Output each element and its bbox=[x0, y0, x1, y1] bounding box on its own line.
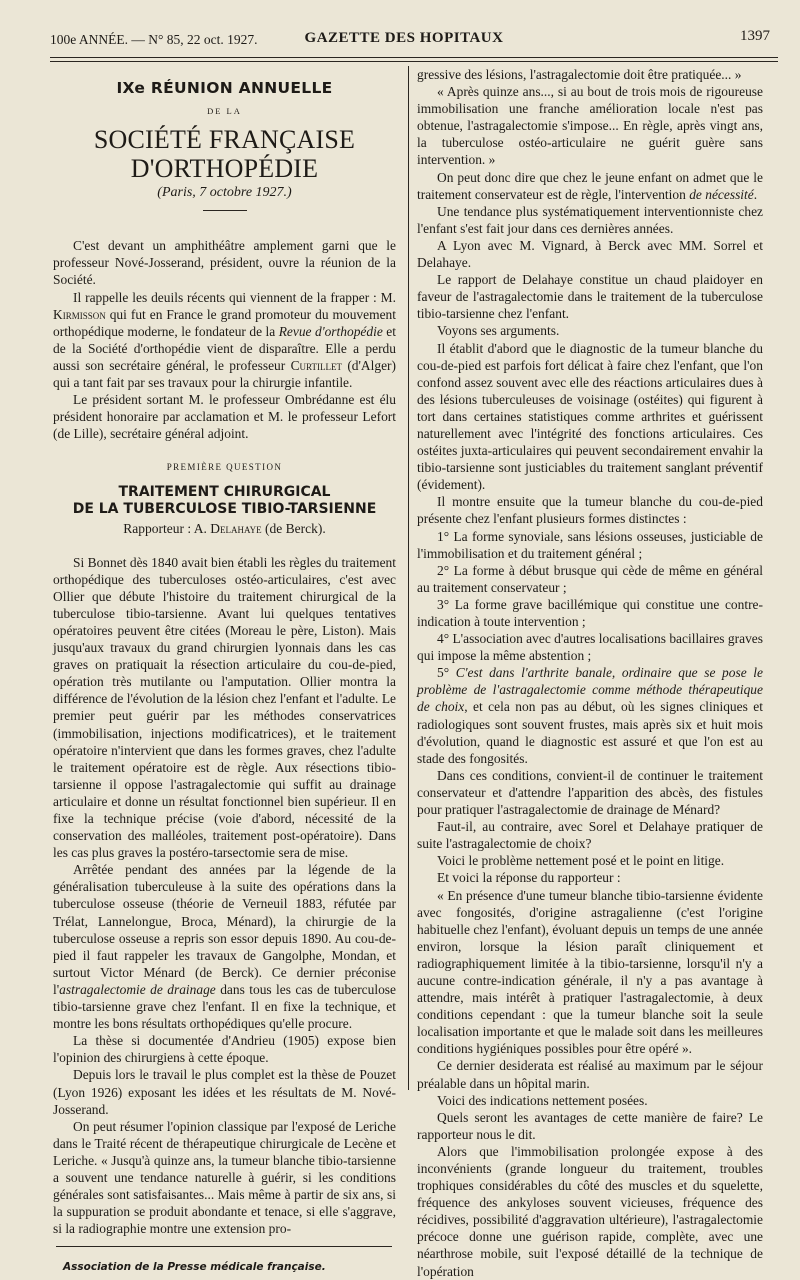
section-heading: TRAITEMENT CHIRURGICAL DE LA TUBERCULOSE TIBIO-TARSIENNE bbox=[72, 483, 377, 517]
paragraph: Dans ces conditions, convient-il de continuer le traitement conservateur et d'attendre l'apparition des abcès, des fistules pour pratiquer l'astragalectomie de drainage de Ménard? bbox=[417, 767, 763, 818]
paragraph: Alors que l'immobilisation prolongée expose à des inconvénients (grande longueur du traitement, troubles trophiques considérables du côté des muscles et du squelette, fréquence des ankyloses souvent vicieuses, fréquence des récidives, possibilité d'aggravation ultérieure), l'astragalectomie précoce donne une guérison rapide, complète, avec une néarthrose mobile, suit l'exposé détaillé de la technique de l'opération bbox=[417, 1143, 763, 1279]
meeting-title: IXe RÉUNION ANNUELLE bbox=[116, 79, 333, 97]
paragraph: A Lyon avec M. Vignard, à Berck avec MM. Sorrel et Delahaye. bbox=[417, 237, 763, 271]
meeting-date: (Paris, 7 octobre 1927.) bbox=[157, 185, 292, 201]
person-name: Kirmisson bbox=[53, 306, 106, 322]
paragraph: On peut résumer l'opinion classique par l'exposé de Leriche dans le Traité récent de thérapeutique chirurgicale de Lecène et Leriche. « Jusqu'à quinze ans, la tumeur blanche tibio-tarsienne a souvent une tendance naturelle à guérir, si les conditions générales sont satisfaisantes... Mais même à partir de six ans, si la suppuration se produit abondante et tenace, si elle s'aggrave, si la radiographie montre une extension pro- bbox=[53, 1118, 396, 1237]
paragraph: Il montre ensuite que la tumeur blanche du cou-de-pied présente chez l'enfant plusieurs formes distinctes : bbox=[417, 494, 763, 527]
paragraph: C'est devant un amphithéâtre amplement garni que le professeur Nové-Josserand, président, ouvre la réunion de la Société. bbox=[53, 238, 396, 288]
list-item: 4° L'association avec d'autres localisations bacillaires graves qui impose la même abstention ; bbox=[417, 631, 763, 664]
issue-info: 100e ANNÉE. — N° 85, 22 oct. 1927. bbox=[50, 32, 258, 47]
header-rule-double bbox=[50, 61, 778, 62]
footer-credit: Association de la Presse médicale française. bbox=[63, 1261, 326, 1274]
paragraph: Le président sortant M. le professeur Ombrédanne est élu président honoraire par acclamation et M. le professeur Lefort (de Lille), secrétaire général adjoint. bbox=[53, 392, 396, 442]
column-divider bbox=[408, 66, 409, 1090]
journal-name: Revue d'orthopédie bbox=[278, 323, 383, 339]
paragraph: Et voici la réponse du rapporteur : bbox=[437, 870, 621, 886]
paragraph: Faut-il, au contraire, avec Sorel et Delahaye pratiquer de suite l'astragalectomie de choix? bbox=[417, 819, 763, 852]
list-item: 5° C'est dans l'arthrite banale, ordinaire que se pose le problème de l'astragalectomie comme méthode thérapeutique de choix, et cela non pas au début, où les signes cliniques et radiologiques sont souvent frustes, mais après six et huit mois d'évolution, quand le diagnostic est assuré et que l'on est au stade des fongosités. bbox=[417, 665, 763, 766]
paragraph: « En présence d'une tumeur blanche tibio-tarsienne évidente avec fongosités, d'origine astragalienne (c'est l'origine habituelle chez l'enfant), évoluant depuis un temps de une année environ, lorsque la lésion paraît cliniquement et radiographiquement limitée à la tibio-tarsienne, lorsqu'il n'y a aucune contre-indication générale, il n'y a pas avantage à attendre, mais intérêt à pratiquer l'astragalectomie, à deux conditions cependant : que la tumeur blanche soit la seule localisation importante et que le malade soit dans les meilleures conditions hygiéniques possibles pour être opéré ». bbox=[417, 887, 763, 1057]
list-item: 2° La forme à début brusque qui cède de même en général au traitement conservateur ; bbox=[417, 562, 763, 595]
paragraph: Il rappelle les deuils récents qui viennent de la frapper : M. Kirmisson qui fut en France le grand promoteur du mouvement orthopédique moderne, le fondateur de la Revue d'orthopédie et de la Société d'orthopédie vient de disparaître. Elle a perdu aussi son secrétaire général, le professeur Curtillet (d'Alger) qui a tant fait par ses travaux pour la chirurgie infantile. bbox=[53, 289, 396, 391]
paragraph: Voici le problème nettement posé et le point en litige. bbox=[437, 853, 725, 869]
journal-title: GAZETTE DES HOPITAUX bbox=[304, 30, 504, 46]
section-label: PREMIÈRE QUESTION bbox=[166, 462, 283, 473]
paragraph: On peut donc dire que chez le jeune enfant on admet que le traitement conservateur est de règle, l'intervention de nécessité. bbox=[417, 169, 763, 202]
page-number: 1397 bbox=[740, 28, 770, 44]
right-column bbox=[417, 66, 763, 1280]
running-header bbox=[38, 28, 770, 52]
paragraph: Si Bonnet dès 1840 avait bien établi les règles du traitement orthopédique des tuberculoses ostéo-articulaires, c'est avec Ollier que débute l'histoire du traitement chirurgical de la tuberculose tibio-tarsienne. Avant lui quelques tentatives opératoires peuvent être citées (Moreau le père, Liston). Mais jusqu'aux travaux du grand chirurgien lyonnais dans les cas graves on pratiquait la résection articulaire du cou-de-pied, opération très mutilante ou l'amputation. Ollier montra la différence de l'évolution de la lésion chez l'enfant et l'adulte. Le premier peut guérir par les méthodes conservatrices (immobilisation, injections modificatrices), et le traitement opératoire n'intervient que dans les formes graves, chez l'adulte le traitement opératoire est de règle. Aux résections tibio-tarsienne il oppose l'astragalectomie qui suffit au drainage articulaire et donne un résultat fonctionnel bien supérieur. Il en fixe la technique précise (voie d'abord, nécessité de la conservation des malléoles, traitement post-opératoire). Dans les cas plus graves la postéro-tarsectomie sera de mise. bbox=[53, 554, 396, 861]
paragraph: Ce dernier desiderata est réalisé au maximum par le séjour préalable dans un hôpital marin. bbox=[417, 1058, 763, 1091]
list-item: 3° La forme grave bacillémique qui constitue une contre-indication à toute intervention ; bbox=[417, 596, 763, 629]
footer-rule bbox=[56, 1246, 392, 1247]
left-column bbox=[53, 66, 396, 1276]
paragraph: Une tendance plus systématiquement interventionniste chez l'enfant s'est fait jour dans ces dernières années. bbox=[417, 203, 763, 236]
paragraph: La thèse si documentée d'Andrieu (1905) expose bien l'opinion des chirurgiens à cette époque. bbox=[53, 1033, 396, 1066]
person-name: Curtillet bbox=[290, 357, 342, 373]
paragraph: Le rapport de Delahaye constitue un chaud plaidoyer en faveur de l'astragalectomie dans le traitement de la tuberculose tibio-tarsienne chez l'enfant. bbox=[417, 272, 763, 322]
paragraph: gressive des lésions, l'astragalectomie doit être pratiquée... » bbox=[417, 67, 742, 82]
list-item: 1° La forme synoviale, sans lésions osseuses, justiciable de l'immobilisation et du traitement général ; bbox=[417, 528, 763, 561]
paragraph: Arrêtée pendant des années par la légende de la généralisation tuberculeuse à la suite des opérations dans la tuberculose osseuse (théorie de Verneuil 1883, réfutée par Trélat, Lannelongue, Broca, Ménard), la chirurgie de la tuberculose osseuse a repris son essor depuis 1890. Au cou-de-pied il faut rappeler les travaux de Gangolphe, Mondan, et surtout Victor Ménard (de Berck). Ce dernier préconise l'astragalectomie de drainage dans tous les cas de tuberculose tibio-tarsienne grave chez l'enfant. Il en fixe la technique, et montre les bons résultats orthopédiques qu'elle procure. bbox=[53, 862, 396, 1032]
rapporteur-line: Rapporteur : A. Delahaye (de Berck). bbox=[123, 520, 326, 536]
title-separator bbox=[203, 210, 247, 211]
meeting-title-de-la: DE LA bbox=[207, 106, 242, 117]
paragraph: Quels seront les avantages de cette manière de faire? Le rapporteur nous le dit. bbox=[417, 1109, 763, 1142]
paragraph: Il établit d'abord que le diagnostic de la tumeur blanche du cou-de-pied est parfois fort délicat à faire chez l'enfant, que l'on confond assez souvent avec elle des réactions articulaires dues à des lésions tuberculeuses de voisinage (ostéites) qui figurent à tort dans certaines statistiques comme arthrites et guérissent naturellement avec l'intégrité des fonctions articulaires. Ces ostéites juxta-articulaires qui peuvent secondairement envahir la tibio-tarsienne sont justiciables du traitement sanglant préventif (évidement). bbox=[417, 340, 763, 493]
paragraph: Voyons ses arguments. bbox=[437, 323, 560, 339]
paragraph: Voici des indications nettement posées. bbox=[437, 1092, 648, 1108]
society-name: SOCIÉTÉ FRANÇAISE D'ORTHOPÉDIE bbox=[93, 125, 356, 184]
paragraph: « Après quinze ans..., si au bout de trois mois de rigoureuse immobilisation une franche amélioration locale n'est pas obtenue, l'astragalectomie s'impose... En règle, après vingt ans, la tuberculose ostéo-articulaire ne guérit guère sans intervention. » bbox=[417, 84, 763, 168]
header-rule bbox=[50, 57, 778, 58]
paragraph: Depuis lors le travail le plus complet est la thèse de Pouzet (Lyon 1926) exposant les idées et les résultats de M. Nové-Josserand. bbox=[53, 1067, 396, 1117]
